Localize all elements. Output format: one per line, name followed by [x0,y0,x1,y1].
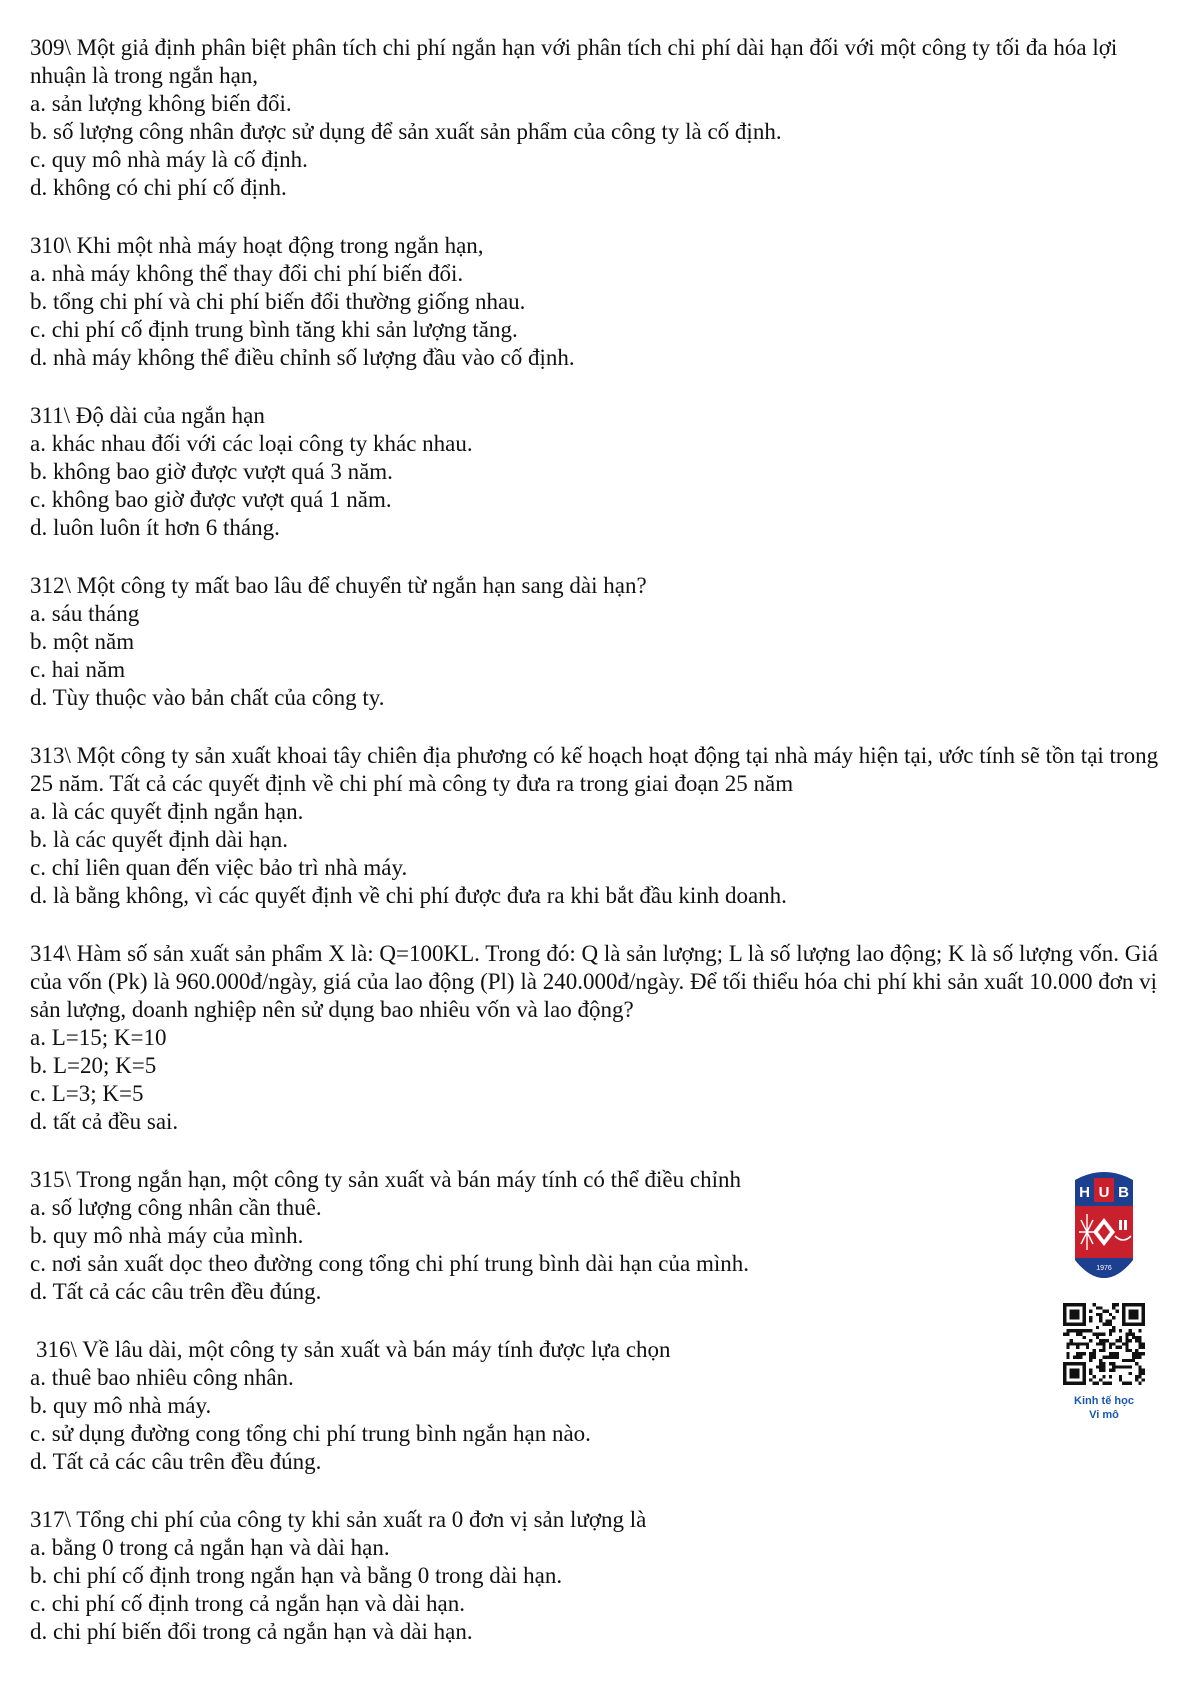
question-block [30,34,1170,202]
answer-option: b. quy mô nhà máy của mình. [30,1223,304,1248]
answer-option: d. Tất cả các câu trên đều đúng. [30,1279,322,1304]
question-block [30,1166,1170,1306]
university-shield-logo [1073,1170,1135,1288]
answer-option: b. một năm [30,629,135,654]
answer-option: a. sáu tháng [30,601,140,626]
answer-option: d. luôn luôn ít hơn 6 tháng. [30,515,280,540]
answer-option: d. chi phí biến đổi trong cả ngắn hạn và dài hạn. [30,1619,473,1644]
answer-option: a. sản lượng không biến đổi. [30,91,292,116]
answer-option: b. tổng chi phí và chi phí biến đổi thường giống nhau. [30,289,526,314]
question-block [30,940,1170,1136]
question-text: 316\ Về lâu dài, một công ty sản xuất và bán máy tính được lựa chọn [36,1337,671,1362]
answer-option: d. nhà máy không thể điều chỉnh số lượng đầu vào cố định. [30,345,575,370]
logo-year: 1976 [1096,1265,1112,1272]
answer-option: c. hai năm [30,657,126,682]
question-text: 312\ Một công ty mất bao lâu để chuyển từ ngắn hạn sang dài hạn? [30,573,647,598]
answer-option: c. chỉ liên quan đến việc bảo trì nhà máy. [30,855,408,880]
logo-letter-h: H [1079,1184,1090,1201]
question-text: 313\ Một công ty sản xuất khoai tây chiên địa phương có kế hoạch hoạt động tại nhà máy hiện tại, ước tính sẽ tồn tại trong 25 năm. Tất cả các quyết định về chi phí mà công ty đưa ra trong giai đoạn 25 năm [30,743,1159,796]
answer-option: d. không có chi phí cố định. [30,175,287,200]
answer-option: d. tất cả đều sai. [30,1109,179,1134]
answer-option: a. là các quyết định ngắn hạn. [30,799,304,824]
answer-option: a. thuê bao nhiêu công nhân. [30,1365,294,1390]
logo-caption [1054,1394,1154,1422]
answer-option: b. L=20; K=5 [30,1053,157,1078]
answer-option: c. nơi sản xuất dọc theo đường cong tổng chi phí trung bình dài hạn của mình. [30,1251,749,1276]
question-text: 314\ Hàm số sản xuất sản phẩm X là: Q=100KL. Trong đó: Q là sản lượng; L là số lượng lao động; K là số lượng vốn. Giá của vốn (Pk) là 960.000đ/ngày, giá của lao động (Pl) là 240.000đ/ngày. Để tối thiểu hóa chi phí khi sản xuất 10.000 đơn vị sản lượng, doanh nghiệp nên sử dụng bao nhiêu vốn và lao động? [30,941,1158,1022]
answer-option: c. sử dụng đường cong tổng chi phí trung bình ngắn hạn nào. [30,1421,591,1446]
answer-option: b. số lượng công nhân được sử dụng để sản xuất sản phẩm của công ty là cố định. [30,119,782,144]
answer-option: c. không bao giờ được vượt quá 1 năm. [30,487,392,512]
answer-option: a. bằng 0 trong cả ngắn hạn và dài hạn. [30,1535,390,1560]
answer-option: b. không bao giờ được vượt quá 3 năm. [30,459,393,484]
answer-option: d. là bằng không, vì các quyết định về chi phí được đưa ra khi bắt đầu kinh doanh. [30,883,787,908]
answer-option: b. quy mô nhà máy. [30,1393,212,1418]
answer-option: c. chi phí cố định trong cả ngắn hạn và dài hạn. [30,1591,465,1616]
answer-option: a. L=15; K=10 [30,1025,167,1050]
answer-option: a. số lượng công nhân cần thuê. [30,1195,322,1220]
answer-option: b. chi phí cố định trong ngắn hạn và bằng 0 trong dài hạn. [30,1563,563,1588]
answer-option: c. chi phí cố định trung bình tăng khi sản lượng tăng. [30,317,518,342]
question-block [30,742,1170,910]
answer-option: c. quy mô nhà máy là cố định. [30,147,308,172]
logo-caption-line2: Vi mô [1089,1409,1119,1421]
answer-option: a. khác nhau đối với các loại công ty khác nhau. [30,431,473,456]
answer-option: d. Tất cả các câu trên đều đúng. [30,1449,322,1474]
question-block [30,572,1170,712]
logo-letter-u: U [1098,1184,1110,1201]
question-text: 309\ Một giả định phân biệt phân tích chi phí ngắn hạn với phân tích chi phí dài hạn đối với một công ty tối đa hóa lợi nhuận là trong ngắn hạn, [30,35,1118,88]
qr-code[interactable] [1063,1303,1145,1385]
question-block [30,1506,1170,1646]
logo-letter-b: B [1118,1184,1129,1201]
document-page [30,34,1170,1676]
question-text: 310\ Khi một nhà máy hoạt động trong ngắn hạn, [30,233,484,258]
question-block [30,232,1170,372]
question-text: 317\ Tổng chi phí của công ty khi sản xuất ra 0 đơn vị sản lượng là [30,1507,647,1532]
answer-option: a. nhà máy không thể thay đổi chi phí biến đổi. [30,261,464,286]
question-text: 315\ Trong ngắn hạn, một công ty sản xuất và bán máy tính có thể điều chỉnh [30,1167,741,1192]
question-block [30,1336,1170,1476]
logo-caption-line1: Kinh tế học [1074,1395,1134,1407]
logo-block [1054,1170,1154,1422]
answer-option: b. là các quyết định dài hạn. [30,827,289,852]
question-block [30,402,1170,542]
question-text: 311\ Độ dài của ngắn hạn [30,403,265,428]
answer-option: d. Tùy thuộc vào bản chất của công ty. [30,685,385,710]
answer-option: c. L=3; K=5 [30,1081,144,1106]
